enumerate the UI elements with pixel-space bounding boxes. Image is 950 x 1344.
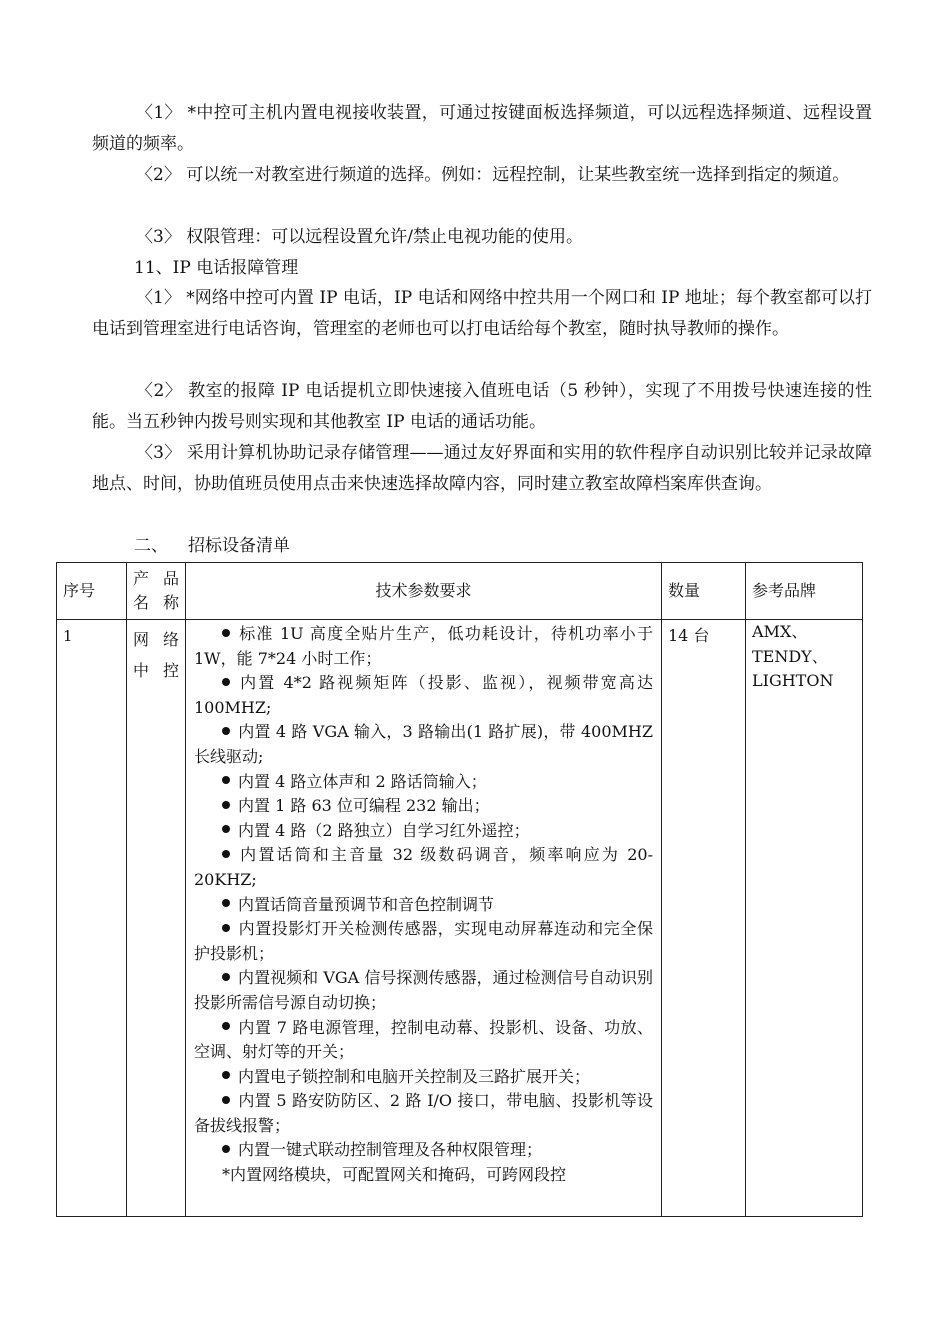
spec-item-text: 内置 1 路 63 位可编程 232 输出； [238,796,490,816]
spec-item-text: 内置视频和 VGA 信号探测传感器，通过检测信号自动识别投影所需信号源自动切换； [194,968,653,1012]
spec-item-text: 内置 7 路电源管理，控制电动幕、投影机、设备、功放、空调、射灯等的开关； [194,1017,653,1062]
spec-item [194,720,653,769]
bullet-icon [222,1145,230,1153]
spec-item [194,671,653,720]
bullet-icon [222,1022,230,1030]
spec-item [194,622,653,671]
spec-item [194,794,653,819]
spec-item-text: 内置话筒和主音量 32 级数码调音，频率响应为 20-20KHZ; [194,845,653,889]
row-brand: AMX、TENDY、LIGHTON [746,620,863,1217]
bullet-icon [222,825,230,833]
spec-item-text: 标准 1U 高度全贴片生产，低功耗设计，待机功率小于 1W，能 7*24 小时工作； [194,624,653,668]
bullet-icon [222,801,230,809]
row-qty: 14 台 [662,620,746,1217]
header-name: 产品名称 [127,563,186,620]
row-no: 1 [57,620,127,1217]
section-2-title [134,531,290,561]
row-name: 网络中控 [127,620,186,1217]
section-11-title: 11、IP 电话报障管理 [134,258,299,278]
bullet-icon [222,678,230,686]
paragraph-ip-2: 〈2〉 教室的报障 IP 电话提机立即快速接入值班电话（5 秒钟），实现了不用拨号快速连接的性能。当五秒钟内拨号则实现和其他教室 IP 电话的通话功能。 [92,381,872,432]
header-qty: 数量 [662,563,746,620]
bullet-icon [222,1096,230,1104]
section-2-label: 招标设备清单 [188,536,290,556]
header-spec: 技术参数要求 [186,563,662,620]
spec-item [194,1089,653,1138]
section-2-number: 二、 [134,536,168,556]
bullet-icon [222,776,230,784]
spec-item [194,843,653,892]
bullet-icon [222,973,230,981]
spec-item [194,1138,653,1163]
table-header-row [57,563,863,620]
spec-item [194,770,653,795]
table-row [57,620,863,1217]
spec-tail: *内置网络模块，可配置网关和掩码，可跨网段控 [222,1165,567,1185]
spec-item-text: 内置 4*2 路视频矩阵（投影、监视），视频带宽高达 100MHZ; [194,673,653,717]
paragraph-tv-2: 〈2〉 可以统一对教室进行频道的选择。例如：远程控制，让某些教室统一选择到指定的频道。 [136,165,850,185]
header-no: 序号 [57,563,127,620]
paragraph-tv-3: 〈3〉 权限管理：可以远程设置允许/禁止电视功能的使用。 [136,227,583,247]
bullet-icon [222,899,230,907]
spec-item [194,1065,653,1090]
spec-item [194,819,653,844]
bullet-icon [222,924,230,932]
spec-item [194,893,653,918]
spec-item-text: 内置电子锁控制和电脑开关控制及三路扩展开关； [238,1066,591,1086]
spec-item-text: 内置投影灯开关检测传感器，实现电动屏幕连动和完全保护投影机； [194,919,653,963]
paragraph-tv-1: 〈1〉 *中控可主机内置电视接收装置，可通过按键面板选择频道，可以远程选择频道、远程设置频道的频率。 [92,103,872,154]
header-brand: 参考品牌 [746,563,863,620]
spec-item-text: 内置 4 路（2 路独立）自学习红外遥控； [238,820,530,840]
spec-list [194,622,653,1163]
spec-item-text: 内置 4 路 VGA 输入，3 路输出(1 路扩展)，带 400MHZ 长线驱动; [194,722,653,766]
bullet-icon [222,1071,230,1079]
spec-item-text: 内置话筒音量预调节和音色控制调节 [238,894,495,914]
spec-item [194,966,653,1015]
spec-item [194,1016,653,1065]
bullet-icon [222,727,230,735]
bullet-icon [222,850,230,858]
spec-item-text: 内置一键式联动控制管理及各种权限管理； [238,1140,543,1160]
equipment-table [56,562,863,1217]
spec-item-text: 内置 5 路安防防区、2 路 I/O 接口，带电脑、投影机等设备拔线报警； [194,1091,653,1135]
bullet-icon [222,629,230,637]
row-spec [186,620,662,1217]
paragraph-ip-3: 〈3〉 采用计算机协助记录存储管理——通过友好界面和实用的软件程序自动识别比较并记录故障地点、时间，协助值班员使用点击来快速选择故障内容，同时建立教室故障档案库供查询。 [92,443,872,494]
spec-item [194,917,653,966]
spec-item-text: 内置 4 路立体声和 2 路话筒输入； [238,771,487,791]
paragraph-ip-1: 〈1〉 *网络中控可内置 IP 电话，IP 电话和网络中控共用一个网口和 IP 地址；每个教室都可以打电话到管理室进行电话咨询，管理室的老师也可以打电话给每个教室，随时执导教师的操作。 [92,288,872,339]
